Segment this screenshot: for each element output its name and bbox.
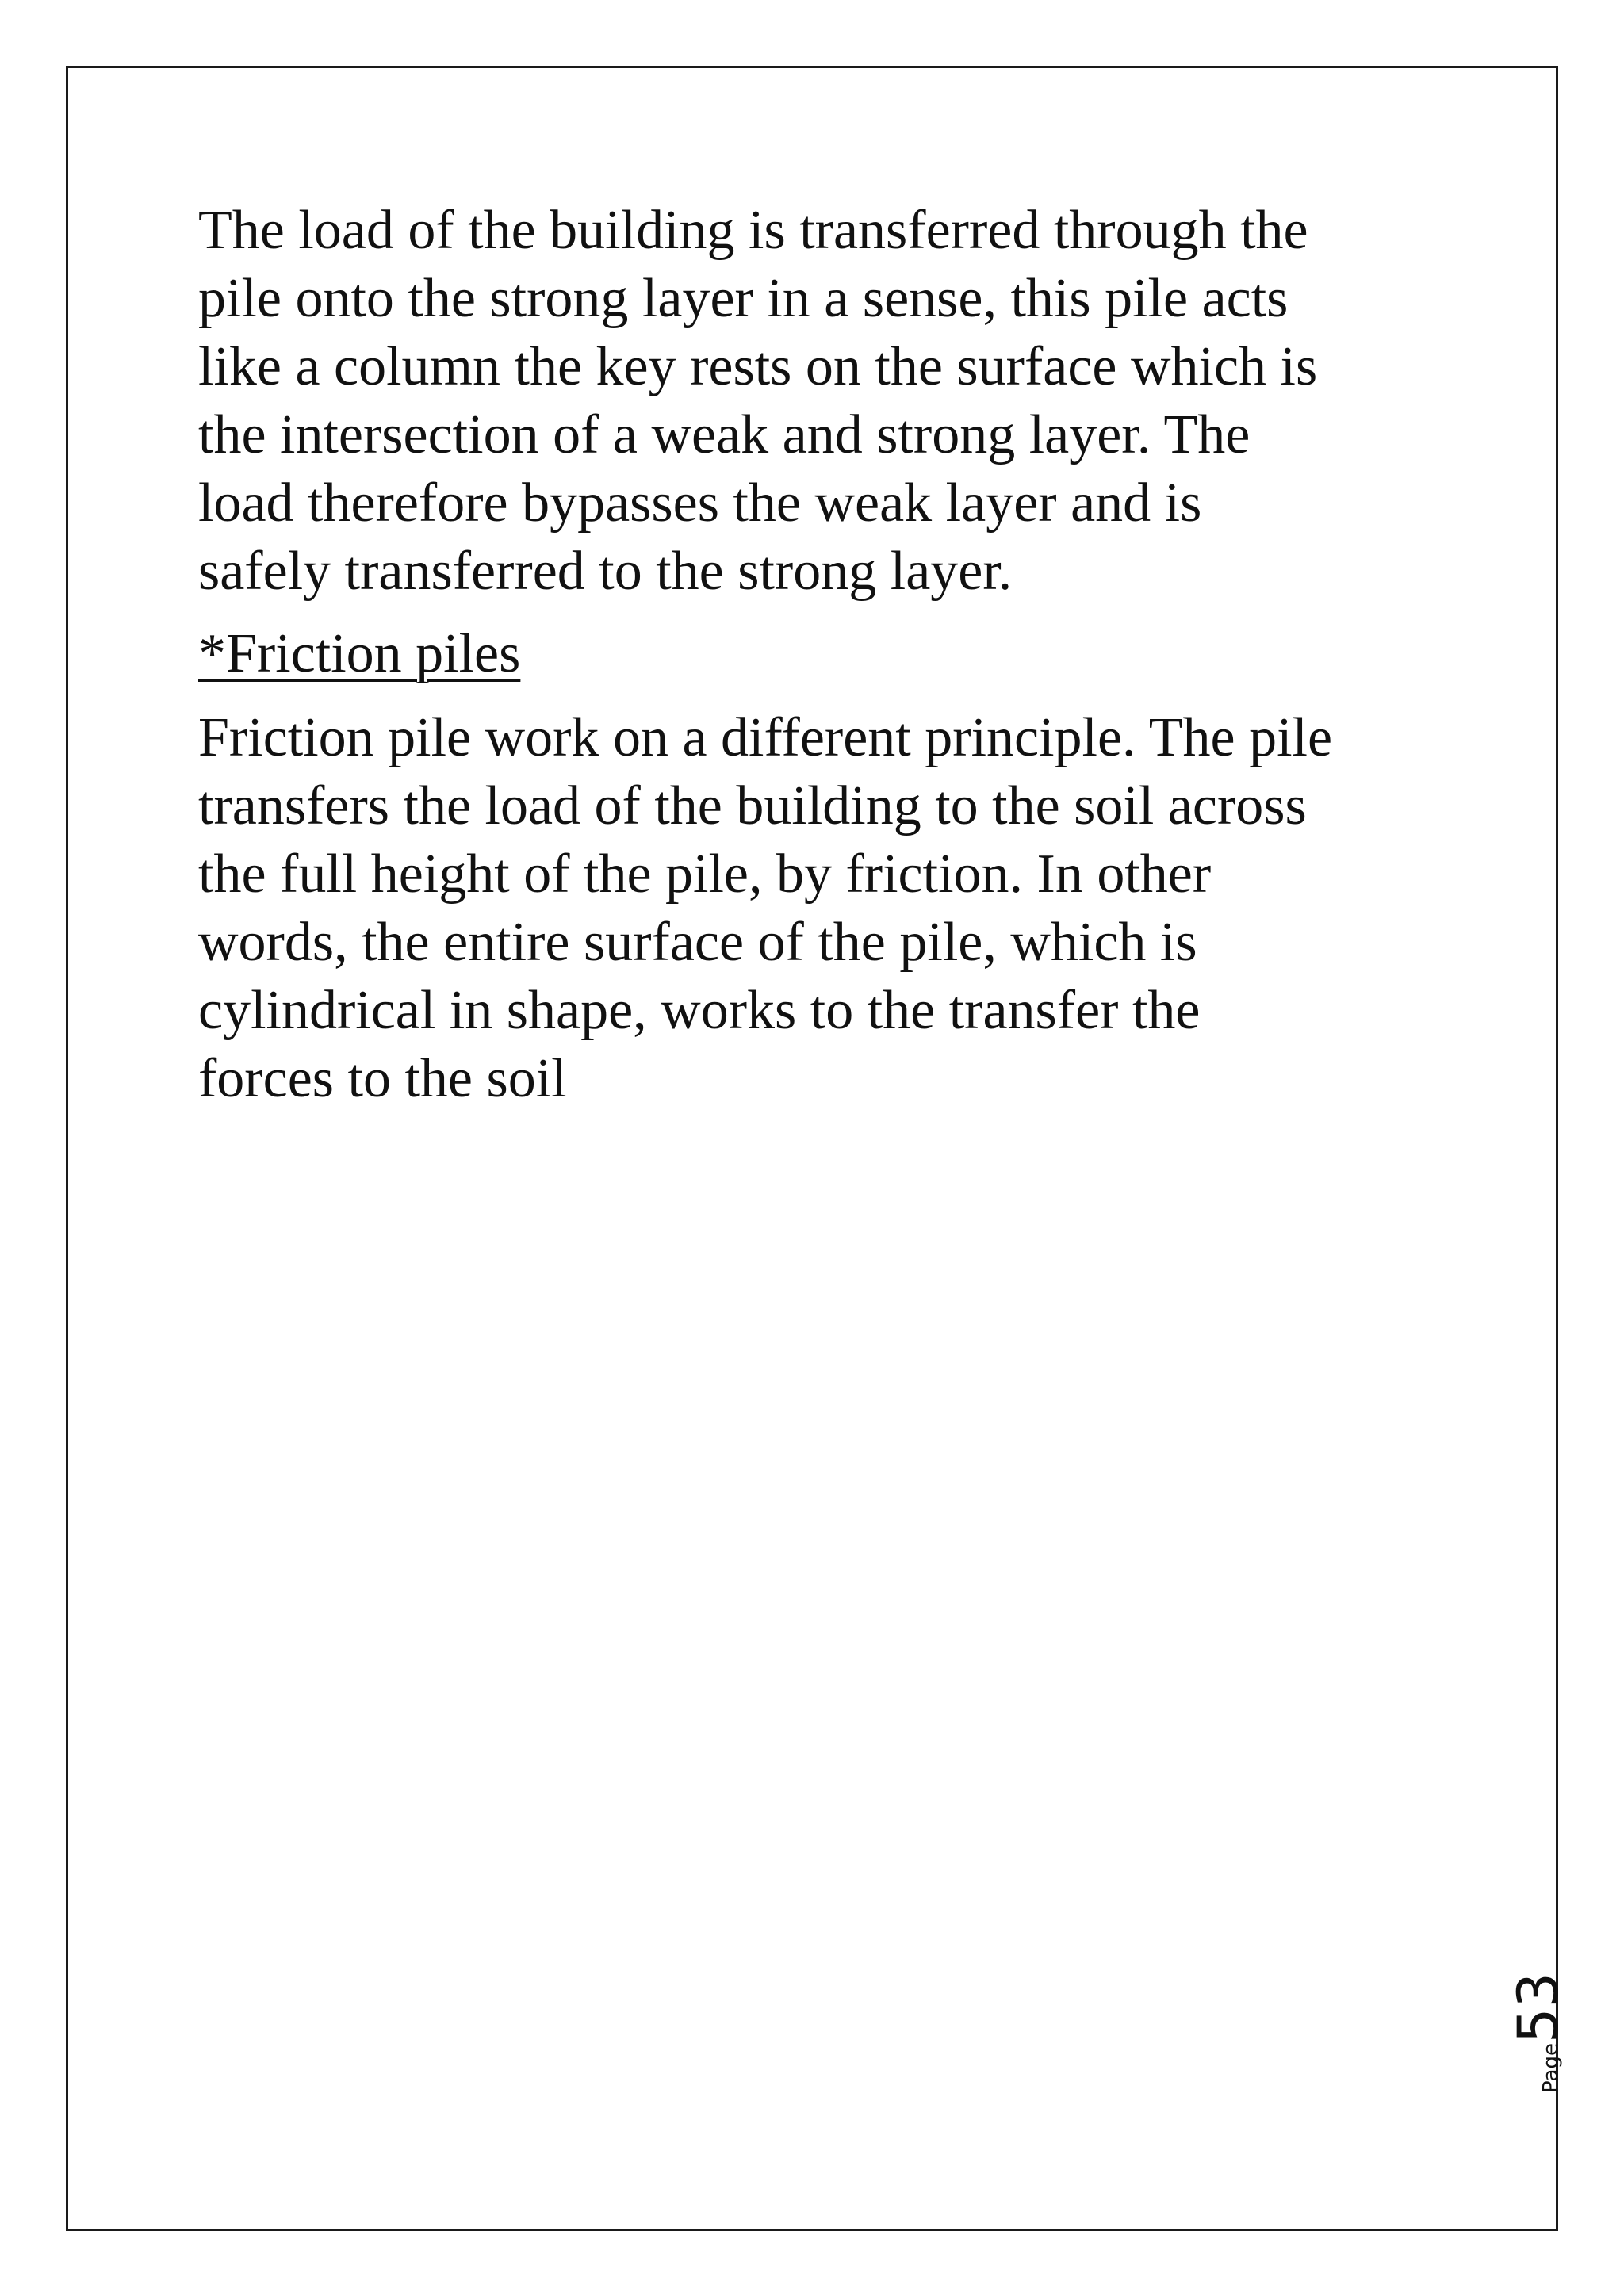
paragraph-line: Friction pile work on a different principle. The pile <box>198 707 1333 768</box>
paragraph-line: like a column the key rests on the surface which is <box>198 336 1318 397</box>
paragraph-line: the full height of the pile, by friction. In other <box>198 844 1212 905</box>
paragraph-line: load therefore bypasses the weak layer and is <box>198 473 1202 534</box>
page-content <box>198 197 1451 1113</box>
paragraph-line: transfers the load of the building to the soil across <box>198 775 1307 836</box>
paragraph-line: The load of the building is transferred through the <box>198 200 1308 261</box>
page-number-marker <box>1506 1966 1571 2093</box>
paragraph-line: safely transferred to the strong layer. <box>198 541 1013 602</box>
section-heading-friction-piles: *Friction piles <box>198 623 521 684</box>
paragraph-line: pile onto the strong layer in a sense, this pile acts <box>198 268 1289 329</box>
paragraph-line: words, the entire surface of the pile, which is <box>198 912 1197 973</box>
page-number-rotated <box>1506 1972 1571 2093</box>
paragraph-end-bearing <box>198 197 1451 606</box>
paragraph-line: cylindrical in shape, works to the transfer the <box>198 980 1201 1041</box>
page-word-label: Page <box>1539 2043 1563 2093</box>
paragraph-line: the intersection of a weak and strong layer. The <box>198 404 1251 465</box>
page-number: 53 <box>1506 1972 1571 2044</box>
paragraph-friction-piles <box>198 704 1451 1113</box>
paragraph-line: forces to the soil <box>198 1048 567 1109</box>
